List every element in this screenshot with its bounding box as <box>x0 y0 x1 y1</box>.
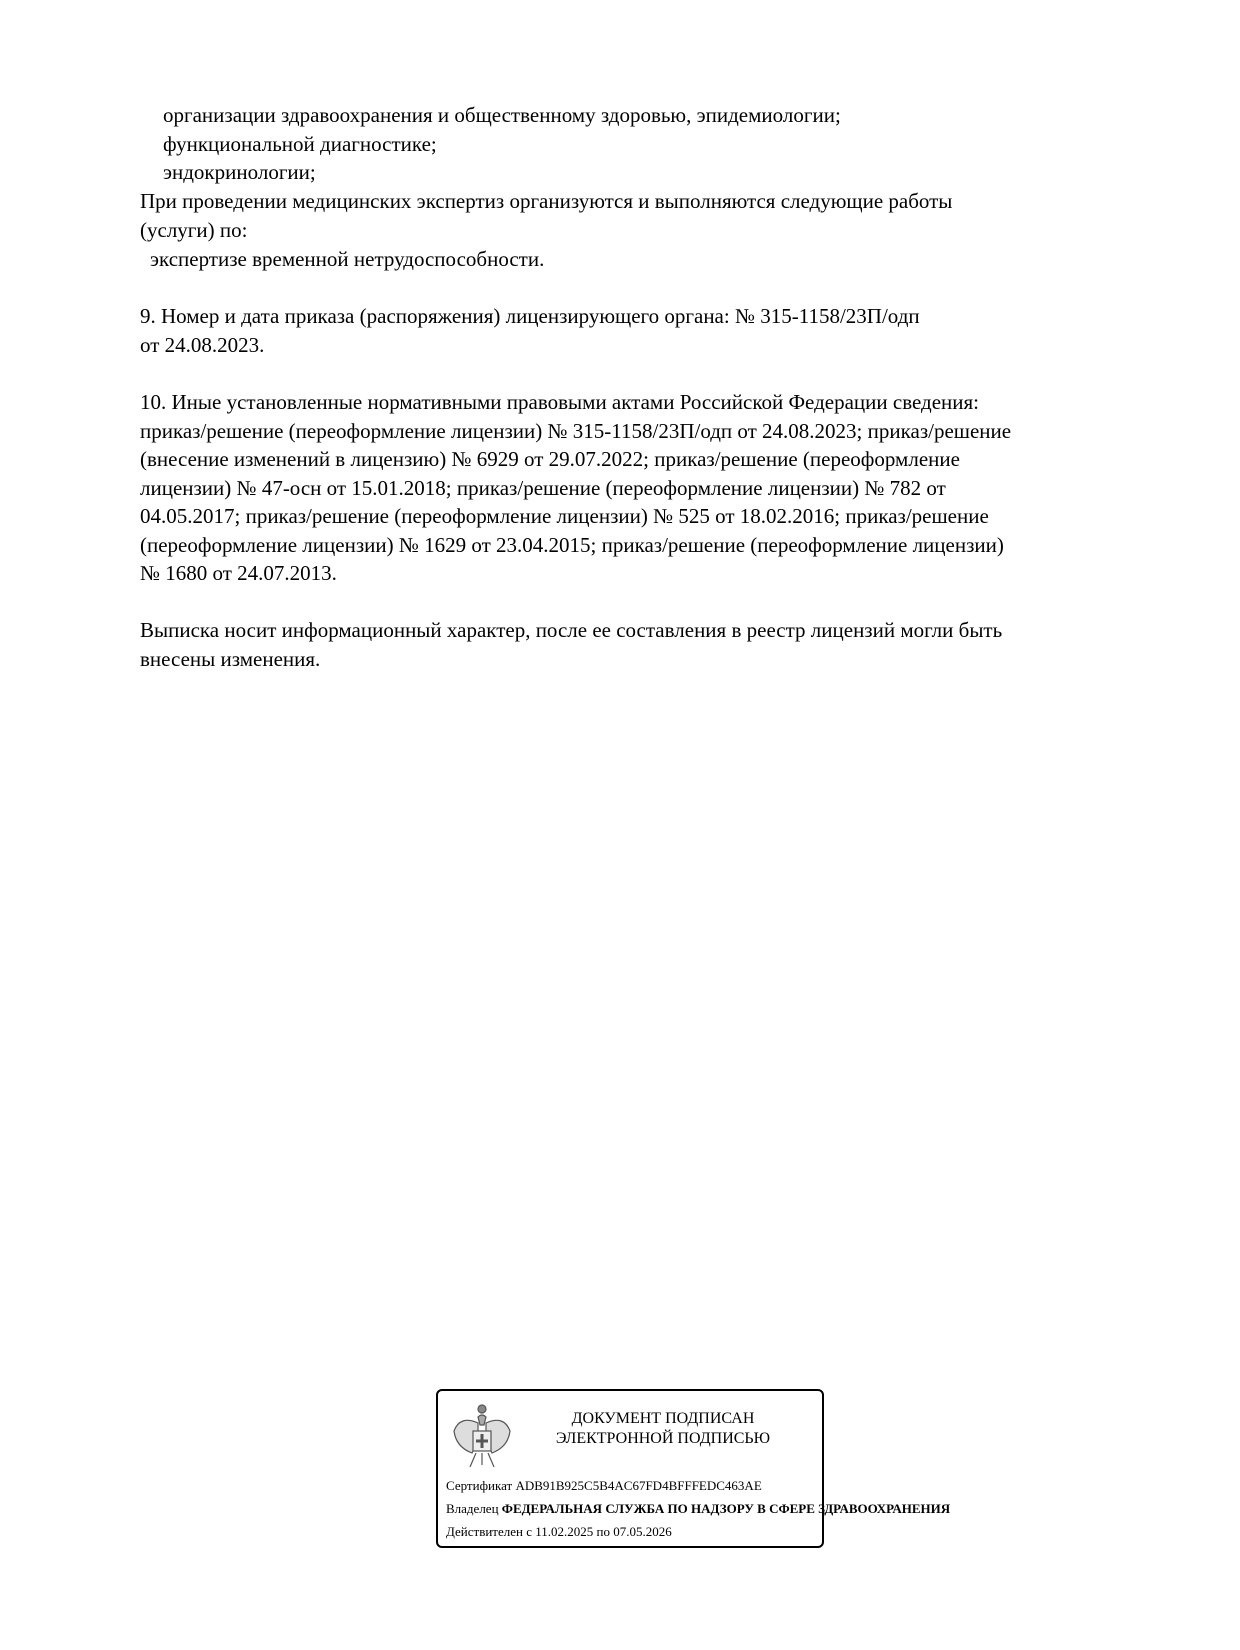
owner-name: ФЕДЕРАЛЬНАЯ СЛУЖБА ПО НАДЗОРУ В СФЕРЕ ЗДРАВООХРАНЕНИЯ <box>501 1501 951 1516</box>
electronic-signature-stamp <box>436 1389 951 1548</box>
text-line: Выписка носит информационный характер, после ее составления в реестр лицензий могли быть <box>140 618 1003 642</box>
validity-line: Действителен с 11.02.2025 по 07.05.2026 <box>446 1524 672 1539</box>
text-line: функциональной диагностике; <box>163 132 437 156</box>
owner-line: Владелец ФЕДЕРАЛЬНАЯ СЛУЖБА ПО НАДЗОРУ В СФЕРЕ ЗДРАВООХРАНЕНИЯ <box>446 1501 951 1516</box>
text-line: лицензии) № 47-осн от 15.01.2018; приказ/решение (переоформление лицензии) № 782 от <box>140 476 946 500</box>
text-line: от 24.08.2023. <box>140 333 265 357</box>
text-line: эндокринологии; <box>163 160 316 184</box>
certificate-line: Сертификат ADB91B925C5B4AC67FD4BFFFEDC463AE <box>446 1478 762 1493</box>
text-line: 04.05.2017; приказ/решение (переоформление лицензии) № 525 от 18.02.2016; приказ/решение <box>140 504 989 528</box>
text-line: № 1680 от 24.07.2013. <box>140 561 337 585</box>
certificate-id: ADB91B925C5B4AC67FD4BFFFEDC463AE <box>515 1478 762 1493</box>
text-line: (внесение изменений в лицензию) № 6929 от 29.07.2022; приказ/решение (переоформление <box>140 447 960 471</box>
text-line: экспертизе временной нетрудоспособности. <box>150 247 545 271</box>
stamp-title-line1: ДОКУМЕНТ ПОДПИСАН <box>571 1410 755 1427</box>
coat-of-arms-icon <box>448 1401 516 1471</box>
text-line: 9. Номер и дата приказа (распоряжения) лицензирующего органа: № 315-1158/23П/одп <box>140 304 920 328</box>
text-line: (переоформление лицензии) № 1629 от 23.04.2015; приказ/решение (переоформление лицензии) <box>140 533 1004 557</box>
text-line: внесены изменения. <box>140 647 321 671</box>
text-line: 10. Иные установленные нормативными правовыми актами Российской Федерации сведения: <box>140 390 980 414</box>
text-line: (услуги) по: <box>140 218 248 242</box>
text-line: При проведении медицинских экспертиз организуются и выполняются следующие работы <box>140 189 953 213</box>
text-line: приказ/решение (переоформление лицензии) № 315-1158/23П/одп от 24.08.2023; приказ/решение <box>140 419 1012 443</box>
text-line: организации здравоохранения и общественному здоровью, эпидемиологии; <box>163 103 841 127</box>
stamp-title-line2: ЭЛЕКТРОННОЙ ПОДПИСЬЮ <box>555 1430 771 1447</box>
